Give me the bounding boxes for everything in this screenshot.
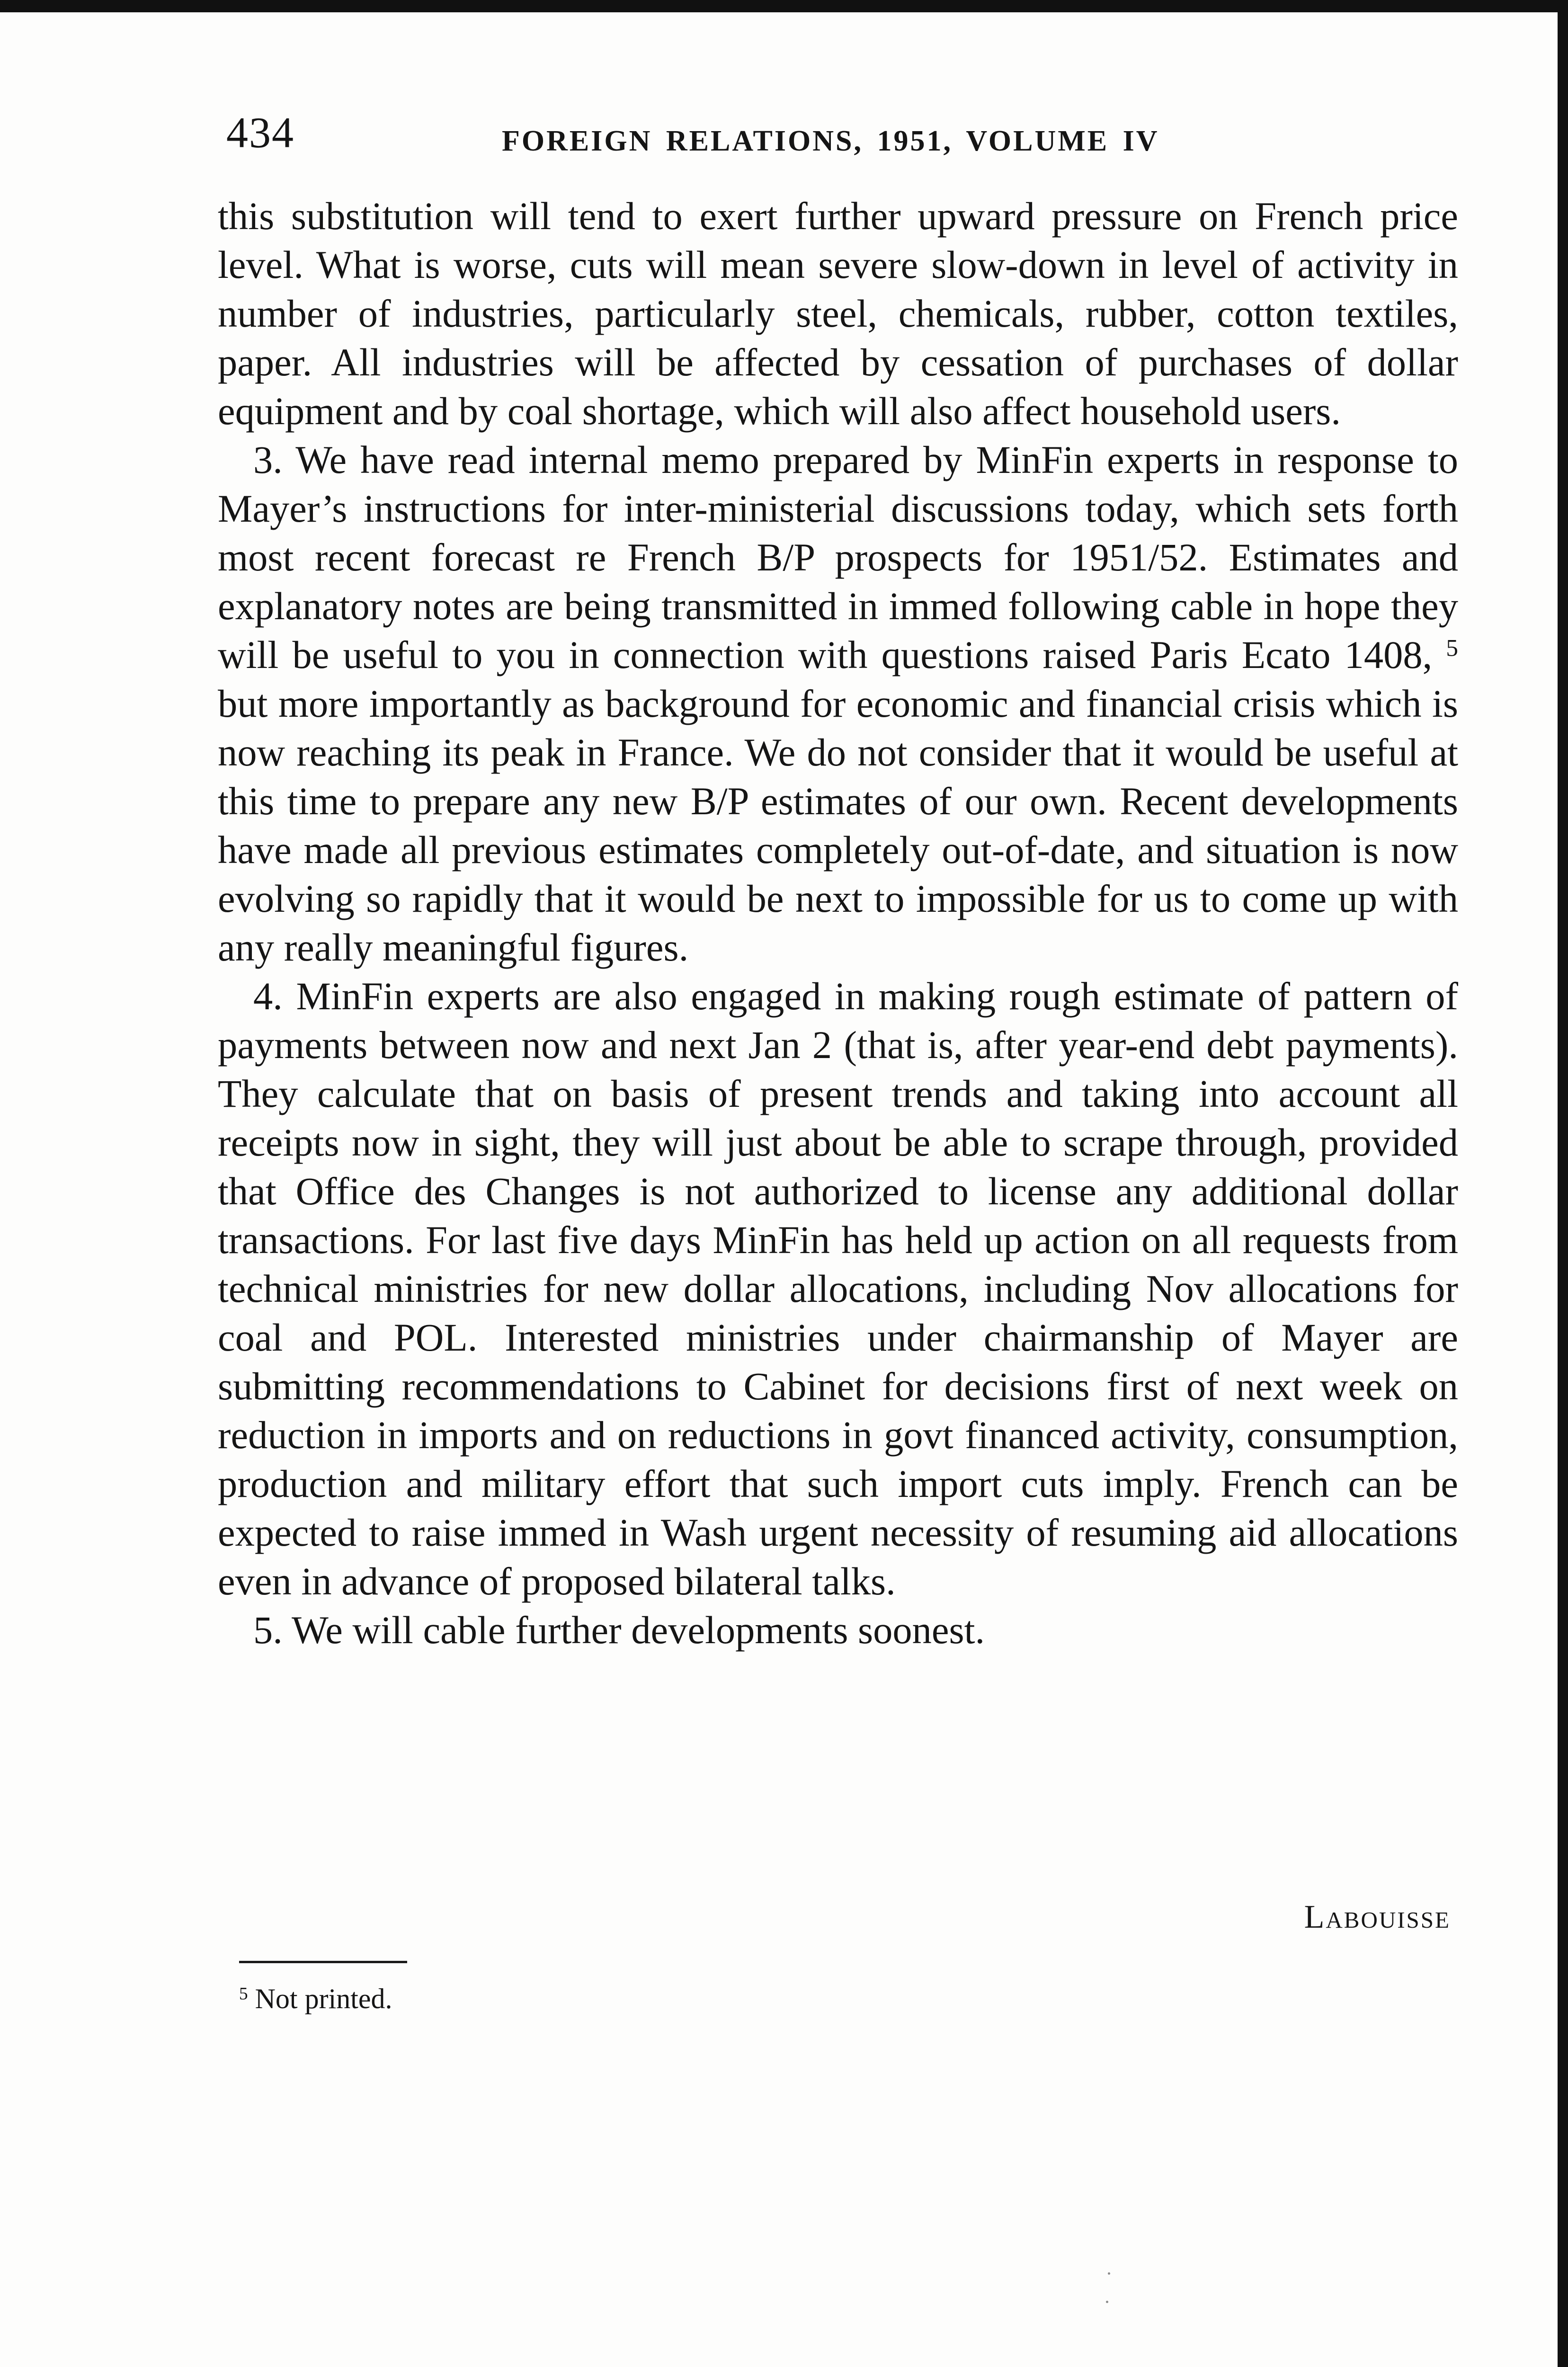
paragraph-3-text-end: but more importantly as background for economic and financial crisis which is now reaching its peak in France. We do not consider that it would be useful at this time to prepare any new B/P estimates of our own. Recent developments have made all previous estimates completely out-of-date, and situation is now evolving so rapidly that it would be next to impossible for us to come up with any really meaningful figures. — [218, 682, 1458, 969]
paragraph-5: 5. We will cable further developments soonest. — [253, 1608, 985, 1652]
running-head: FOREIGN RELATIONS, 1951, VOLUME IV — [502, 125, 1159, 157]
footnote-reference: 5 — [1446, 634, 1458, 662]
paragraph-3 — [218, 436, 1458, 972]
body-text — [218, 192, 1458, 1655]
paragraph-3-text-start: 3. We have read internal memo prepared by MinFin experts in response to Mayer’s instructions for inter-ministerial discussions today, which sets forth most recent forecast re French B/P prospects for 1951/52. Estimates and explanatory notes are being transmitted in immed following cable in hope they will be useful to you in connection with questions raised Paris Ecato 1408, — [218, 438, 1458, 676]
page-number: 434 — [226, 108, 294, 157]
scan-speck — [1108, 2272, 1110, 2275]
scan-edge-top — [0, 0, 1568, 12]
paragraph-4: 4. MinFin experts are also engaged in making rough estimate of pattern of payments between now and next Jan 2 (that is, after year-end debt payments). They calculate that on basis of present trends and taking into account all receipts now in sight, they will just about be able to scrape through, provided that Office des Changes is not authorized to license any additional dollar transactions. For last five days MinFin has held up action on all requests from technical ministries for new dollar allocations, including Nov allocations for coal and POL. Interested ministries under chairmanship of Mayer are submitting recommendations to Cabinet for decisions first of next week on reduction in imports and on reductions in govt financed activity, consumption, production and military effort that such import cuts imply. French can be expected to raise immed in Wash urgent necessity of resuming aid allocations even in advance of proposed bilateral talks. — [218, 974, 1458, 1603]
paragraph-continuation: this substitution will tend to exert further upward pressure on French price level. What is worse, cuts will mean severe slow-down in level of activity in number of industries, particularly steel, chemicals, rubber, cotton textiles, paper. All industries will be affected by cessation of purchases of dollar equipment and by coal shortage, which will also affect household users. — [218, 194, 1458, 433]
footnote-rule — [239, 1961, 407, 1963]
page-header — [223, 107, 1463, 159]
scan-speck — [1106, 2301, 1108, 2303]
footnote — [239, 1975, 392, 2022]
scan-edge-right — [1558, 0, 1568, 2367]
footnote-marker: 5 — [239, 1984, 248, 2004]
footnote-text: Not printed. — [255, 1983, 392, 2014]
signature: Labouisse — [1304, 1899, 1451, 1935]
